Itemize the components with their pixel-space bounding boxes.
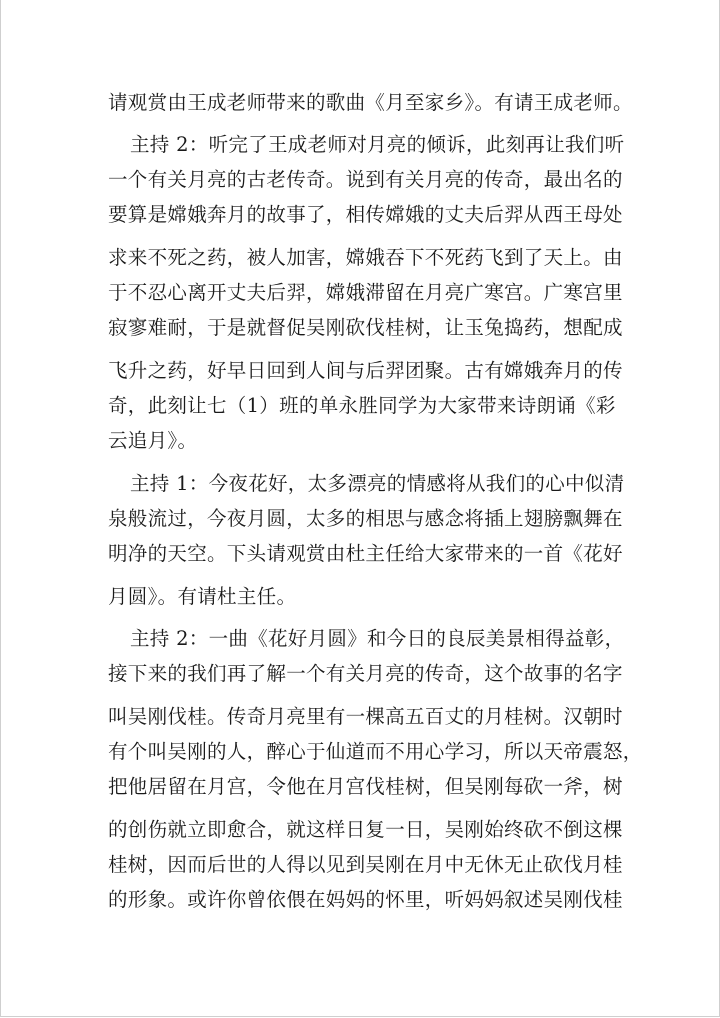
text-line: 于不忍心离开丈夫后羿，嫦娥滞留在月亮广寒宫。广寒宫里 — [108, 281, 623, 304]
text-line: 求来不死之药，被人加害，嫦娥吞下不死药飞到了天上。由 — [108, 246, 623, 269]
text-line: 主持 2：听完了王成老师对月亮的倾诉，此刻再让我们听 — [130, 133, 625, 156]
text-line: 把他居留在月宫，令他在月宫伐桂树，但吴刚每砍一斧，树 — [108, 775, 623, 798]
text-line: 明净的天空。下头请观赏由杜主任给大家带来的一首《花好 — [108, 542, 623, 565]
text-line: 有个叫吴刚的人，醉心于仙道而不用心学习，所以天帝震怒， — [108, 740, 643, 763]
text-line: 要算是嫦娥奔月的故事了，相传嫦娥的丈夫后羿从西王母处 — [108, 203, 623, 226]
text-line: 一个有关月亮的古老传奇。说到有关月亮的传奇，最出名的 — [108, 168, 623, 191]
text-line: 主持 1：今夜花好，太多漂亮的情感将从我们的心中似清 — [130, 472, 625, 495]
text-line: 月圆》。有请杜主任。 — [108, 585, 297, 608]
text-line: 接下来的我们再了解一个有关月亮的传奇，这个故事的名字 — [108, 662, 623, 685]
text-line: 奇，此刻让七（1）班的单永胜同学为大家带来诗朗诵《彩 — [108, 394, 616, 417]
text-line: 桂树，因而后世的人得以见到吴刚在月中无休无止砍伐月桂 — [108, 853, 623, 876]
text-line: 飞升之药，好早日回到人间与后羿团聚。古有嫦娥奔月的传 — [108, 359, 623, 382]
text-line: 寂寥难耐，于是就督促吴刚砍伐桂树，让玉兔捣药，想配成 — [108, 316, 623, 339]
text-line: 云追月》。 — [108, 429, 198, 452]
text-line: 的创伤就立即愈合，就这样日复一日，吴刚始终砍不倒这棵 — [108, 818, 623, 841]
text-line: 的形象。或许你曾依偎在妈妈的怀里，听妈妈叙述吴刚伐桂 — [108, 888, 623, 911]
text-line: 叫吴刚伐桂。传奇月亮里有一棵高五百丈的月桂树。汉朝时 — [108, 705, 623, 728]
text-line: 主持 2：一曲《花好月圆》和今日的良辰美景相得益彰， — [130, 627, 625, 650]
text-line: 请观赏由王成老师带来的歌曲《月至家乡》。有请王成老师。 — [108, 91, 633, 114]
text-line: 泉般流过，今夜月圆，太多的相思与感念将插上翅膀飘舞在 — [108, 507, 623, 530]
